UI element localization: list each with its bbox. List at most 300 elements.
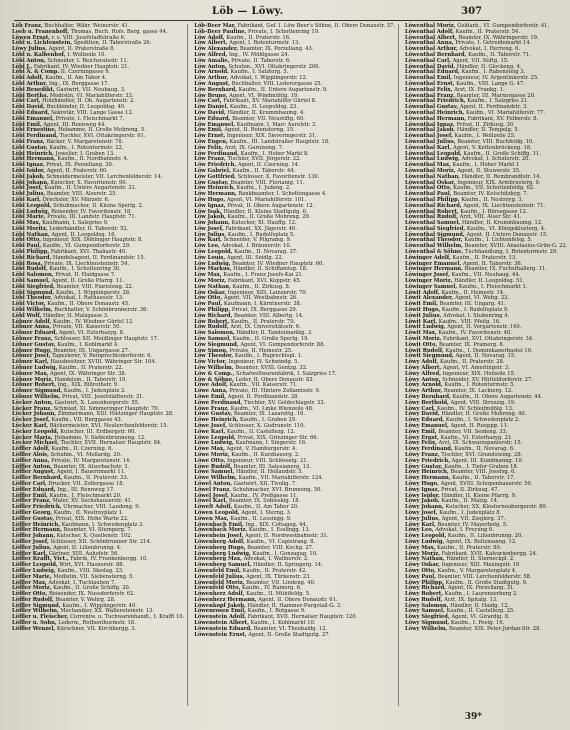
entry-details: Kaufm., I. Kohlmarkt 4.: [57, 341, 119, 348]
entry-details: Schlosser, X. Gudrunstr. 110.: [228, 422, 306, 429]
entry-name: Löffler Bernhard,: [12, 475, 63, 482]
entry-details: Kaufm., IV. Wiedner Gürtel 12.: [53, 318, 134, 325]
entry-name: Löw Jakob,: [194, 214, 226, 221]
entry-name: Löwenthal Ignaz,: [404, 121, 455, 128]
entry-name: Löwenfeld Julius,: [194, 573, 245, 580]
entry-name: Löwit Karl,: [404, 318, 438, 325]
entry-details: Privat, IX. Berggasse 29.: [231, 307, 298, 314]
entry-details: Agent, II. Czerning. 14.: [237, 162, 300, 169]
entry-name: Löw Johann,: [194, 220, 230, 227]
signature-mark: 39*: [464, 712, 482, 722]
entry-name: Löwenthal Sigmund,: [404, 231, 465, 238]
entry-details: Kaufm., VIII. Pfeilg. 16.: [438, 318, 501, 325]
entry-details: Händler, II. Krummbaumg. 4.: [227, 109, 305, 116]
entry-name: Löwe Josef,: [194, 422, 227, 429]
entry-details: Kutscher, XX. Klosterneuburgerstr. 80.: [445, 504, 548, 511]
entry-name: Löbl Wolf,: [12, 312, 42, 319]
entry-details: Händler, II. Hammer-Purgstall-G. 3.: [247, 602, 342, 609]
entry-name: Löcker Anton,: [12, 399, 53, 406]
entry-details: Private, IX. Liechtensteinstr. 54.: [44, 260, 130, 267]
entry-name: Löwenbach Emil,: [194, 521, 244, 528]
entry-name: Löw Samuel,: [194, 336, 232, 343]
entry-name: Löw & Comp.,: [194, 370, 235, 377]
entry-name: Löbner Josef,: [12, 353, 51, 360]
entry-details: II. Czerningasse 9.: [60, 69, 111, 76]
entry-name: Löffler Wilhelm,: [12, 608, 59, 615]
entry-details: Schneidermeister, VII. Lerchenfelderstr. 14.: [46, 173, 163, 180]
entry-name: Löffler Krafft, Vict.,: [12, 556, 69, 563]
entry-details: Handelsagent, II. Ferdinandstr. 15.: [52, 254, 146, 261]
entry-name: Löwenthal Philipp,: [404, 196, 460, 203]
entry-details: Juwelier, I. Graben 13.: [55, 150, 115, 157]
entry-details: Tischler, XVI. Grundsteing. 28.: [441, 451, 523, 458]
entry-details: Beamter, XIX. Peter-Jordan-Str. 28.: [449, 625, 542, 632]
entry-details: Maler, XV. Sechshauserstr. 41.: [52, 498, 133, 505]
entry-name: Löw Leo,: [194, 243, 220, 250]
entry-details: Händler, II. Tempelg. 5.: [456, 127, 520, 134]
entry-name: Löwenthal Max,: [404, 162, 451, 169]
entry-name: Löw Bruno,: [194, 92, 228, 99]
entry-details: Beamter, VII. Seideng. 33.: [438, 428, 508, 435]
entry-name: Löffler Georg,: [12, 509, 53, 516]
entry-name: Löwy Emil,: [404, 428, 437, 435]
entry-details: Fabrikant, XV. Felberstr. 8.: [467, 115, 539, 122]
entry-name: Löw Alfred,: [194, 51, 228, 58]
entry-name: Löwy Emanuel,: [404, 422, 449, 429]
entry-name: Löcker Michael,: [12, 440, 59, 447]
entry-details: Kaufm., II. Untere Augartenstr. 9.: [238, 86, 328, 93]
entry-details: Ing., III. Rennweg 17.: [57, 486, 115, 493]
entry-details: Kaufm., I. Graben 29.: [239, 417, 297, 424]
entry-name: Löwenthal Adolf,: [404, 28, 454, 35]
entry-name: Löbner Ludwig,: [12, 365, 58, 372]
entry-name: Löw Nathan,: [194, 283, 231, 290]
entry-name: Löwy Ludwig,: [404, 538, 445, 545]
entry-details: Beamter, IX. Porzellang. 43.: [239, 46, 314, 53]
entry-details: Schuhmacher, XVI. Brunneng. 50.: [232, 486, 323, 493]
entry-details: Kaufm., II. Malzg. 14.: [441, 498, 499, 505]
entry-details: Handelsm., II. Taborstr. 19.: [54, 376, 127, 383]
entry-name: Löbner Anna,: [12, 324, 52, 331]
entry-details: Kaufm., I. Judeng. 2.: [236, 185, 291, 192]
entry-details: Kaufm., VI. Königsklosterg. 4.: [466, 225, 546, 232]
entry-name: Löbl Ignaz,: [12, 162, 45, 169]
entry-details: Fabrikant, XVI. Thaliastr. 40.: [50, 249, 127, 256]
entry-details: Händler, II. Kleine Stadtgutg. 6.: [223, 208, 308, 215]
entry-name: Löwenthal Rudolf,: [404, 214, 458, 221]
entry-name: Löbner Franz,: [12, 336, 53, 343]
entry-name: Löwy Rudolf,: [404, 596, 443, 603]
entry-name: Löwy Sigmund,: [404, 620, 450, 627]
entry-details: Kaufm., I. Fleischmarkt 20.: [49, 492, 122, 499]
entry-name: Löwenthal Josef,: [404, 133, 453, 140]
entry-details: Ingenieur, XIX. Hofzeile 15.: [442, 370, 516, 377]
entry-details: Kaufm., II. Castellezg. 12.: [226, 428, 296, 435]
entry-name: Löwe Ferdinand,: [194, 399, 243, 406]
entry-details: Schlosser, X. Favoritenstr. 130.: [237, 173, 320, 180]
entry-name: Löbl Julius,: [12, 191, 46, 198]
entry-details: Kaufm., I. Hoher Markt 1.: [452, 162, 521, 169]
entry-details: Kaufm., II. Am Tabor 20.: [233, 504, 299, 511]
entry-details: Agent, II. Lilienbrunng. 4.: [53, 544, 122, 551]
entry-details: Schlosser, XII. Meidlinger Hauptstr. 17.: [54, 336, 159, 343]
entry-name: Löw Victor,: [194, 359, 227, 366]
entry-details: Kaufm., II. Obere Augartenstr. 44.: [452, 394, 543, 400]
entry-name: Löbner Sigmund,: [12, 388, 63, 395]
entry-name: Löwenthal Ludwig,: [404, 156, 460, 163]
entry-name: Löwit Adolf,: [404, 289, 440, 296]
entry-details: Beamter, VII. Lindeng. 40.: [246, 579, 316, 586]
entry-details: Wirt, XVI. Hasnerstr. 88.: [59, 562, 125, 569]
entry-name: Löwenthal Wilhelm,: [404, 243, 463, 250]
entry-details: Arzt, VIII. Alser Str. 41.: [459, 214, 522, 221]
entry-details: Bankbeamter, I. Schottengasse 4.: [238, 191, 327, 198]
entry-details: Kaufm., II. Praterstr. 13.: [452, 254, 517, 261]
entry-name: Löwel Anton,: [194, 480, 233, 487]
entry-details: Kaufm., II. Lessingg. 9.: [230, 515, 292, 522]
entry-details: Agent, VII. Zieglerg. 37.: [441, 515, 506, 522]
entry-details: Fabrikant, XVI. Koppstr. 45.: [227, 278, 302, 285]
entry-details: Drucker, VII. Zollergasse 18.: [48, 480, 125, 487]
entry-name: Löbl Sigmund,: [12, 289, 55, 296]
entry-details: Händler, II. Hollandstr. 5.: [235, 469, 304, 476]
entry-name: Löw Siegmund,: [194, 341, 239, 348]
entry-details: Ingenieur, XIII. Lainzerstr. 70.: [227, 289, 308, 296]
entry-name: Löw Otto,: [194, 295, 223, 302]
entry-details: Schafwollwarenfabrik, I. Salzgries 17.: [236, 370, 337, 377]
entry-details: Kutscher, III. Erdbergstr. 60.: [60, 428, 137, 435]
entry-name: Löffler Marie,: [12, 573, 52, 580]
entry-name: Löw Alexander,: [194, 46, 239, 53]
entry-details: Kaufm., IV. Rainerg. 6.: [242, 585, 302, 592]
entry-details: Kaufm., I. Schottenring 30.: [49, 266, 121, 273]
entry-details: Gärtner, XIII. Auhofstr. 56.: [48, 550, 120, 557]
entry-details: Kaufm., I. Rotgasse 9.: [247, 608, 306, 615]
entry-details: Private, III. Landstr. Hauptstr. 71.: [47, 214, 137, 221]
entry-details: Fabrik, IV. Frankenbergg. 10.: [70, 556, 148, 563]
entry-name: Löwenthal & Söhne,: [404, 249, 464, 256]
entry-name: Löb-Beer Mar,: [194, 23, 236, 29]
entry-details: Beamter, IX. Fuchsthallerg. 11.: [464, 266, 547, 273]
entry-name: Löwy Nathan,: [404, 556, 445, 563]
entry-name: Löw Heinrich,: [194, 185, 235, 192]
entry-name: Löwenfeld Emil,: [194, 567, 241, 574]
entry-name: Löffler Franz,: [12, 498, 51, 505]
entry-name: Löwenthal Franz,: [404, 92, 456, 99]
entry-name: Löw Oskar,: [194, 289, 227, 296]
entry-name: Löwinger Samuel,: [404, 283, 458, 290]
entry-name: Löw Louis,: [194, 254, 226, 261]
entry-details: Kaufm., VI. Esterhazyg. 21.: [440, 434, 513, 441]
entry-name: Löwenthal Julius,: [404, 138, 456, 145]
entry-name: Löwe Heinrich,: [194, 417, 239, 424]
entry-name: Löbl Isidor,: [12, 167, 46, 174]
entry-name: Löw & Söhne,: [194, 376, 234, 383]
entry-details: Kaufm., II. Nordbahnstr. 4.: [57, 156, 129, 163]
entry-name: Löffler Anton,: [12, 463, 52, 470]
entry-details: Private, III. Hintere Zollamtsstr. 9.: [229, 388, 321, 395]
entry-details: Händler, II. Schiffamtsg. 18.: [233, 266, 308, 273]
entry-details: Beamter, VIII. Florianig. 11.: [230, 179, 305, 186]
entry-details: Sekretär, VIII. Lange Gasse 12.: [51, 109, 134, 116]
entry-name: Löw Gustav,: [194, 179, 229, 186]
entry-name: Löffler u. Fleischer,: [12, 614, 69, 621]
entry-details: Kaufm., I. Salzgries 21.: [467, 98, 529, 105]
entry-details: Agent, IX. Boltzmanng. 12.: [445, 538, 517, 545]
entry-details: Kaufm., II. Nestroyplatz 1.: [53, 509, 124, 516]
entry-details: Händler, II. Glockeng. 4.: [456, 63, 522, 70]
entry-details: Ing., IX. Berggasse 17.: [49, 80, 110, 87]
entry-name: Löwenthal Moriz,: [404, 23, 456, 29]
entry-details: Kaufm., I. Laurenzerberg 2.: [444, 591, 518, 598]
entry-name: Löbl Leopold,: [12, 202, 52, 209]
entry-details: Tischler, XVII. Jörgerstr. 22.: [227, 156, 302, 163]
page-number: 307: [461, 6, 482, 17]
entry-name: Löwe Rudolf,: [194, 463, 232, 470]
entry-details: Fabrikant, XVI. Ottakringerstr. 34.: [443, 336, 534, 343]
entry-details: Kaufm., I. Ruprechtspl. 1.: [234, 353, 303, 360]
entry-details: Advokat, I. Wallnerstr. 2.: [243, 556, 309, 563]
entry-details: Kaufm., II. Mühlfeldg. 5.: [246, 591, 311, 598]
entry-details: Kaufm., VII. Schottenfeldg. 62.: [453, 185, 535, 192]
entry-details: Agent, VII. Stiftg. 15.: [452, 57, 509, 64]
entry-name: Löwenkopf Jakob,: [194, 602, 246, 609]
entry-name: Löwenthal Gustav,: [404, 104, 459, 111]
entry-details: Holzhändler, II. Ob. Augartenstr. 2.: [42, 98, 135, 105]
entry-details: Tischler, XVII. Hernalser Hauptstr. 84.: [60, 440, 162, 447]
entry-name: Löcker Johann,: [12, 411, 57, 418]
entry-details: Modistin, VI. Mariahilferstr. 33.: [49, 92, 134, 99]
entry-name: Löw Adolf,: [194, 34, 225, 41]
entry-details: Advokat, I. Stubenring 4.: [443, 312, 510, 319]
entry-name: Löwe Moriz,: [194, 451, 230, 458]
entry-name: Löwy Isidor,: [404, 492, 440, 499]
entry-details: Private, I. Getreidemarkt 14.: [455, 40, 532, 47]
entry-details: Kaufm., IV. Favoritenstr. 40.: [438, 330, 512, 337]
entry-details: Kutscher, XI. Hauffg. 12.: [231, 220, 297, 227]
entry-details: Ing., XIX. Billrothstr. 9.: [57, 382, 119, 389]
entry-details: Beamter, VIII. Buchfeldg. 10.: [457, 138, 534, 145]
entry-details: Kaufmann, I. Schwedenplatz 3.: [61, 521, 144, 528]
entry-details: Kaufmann, I. Kärntnerstr. 38.: [223, 301, 302, 308]
entry-name: Löbl Hermann,: [12, 156, 56, 163]
running-head-title: Löb — Löwy.: [212, 6, 284, 17]
entry-name: Löwe Leopold,: [194, 434, 236, 441]
entry-name: Löwit Max,: [404, 330, 437, 337]
entry-name: Löwit Rudolf,: [404, 347, 444, 354]
entry-name: Löwit Ludwig,: [404, 324, 446, 331]
entry-name: Löwy Heinrich,: [404, 469, 449, 476]
entry-details: Ingenieur, XIX. Sieveringerstr. 31.: [226, 133, 317, 140]
entry-name: Löwenstein Adolf,: [194, 614, 247, 621]
entry-name: Löwe Gustav,: [194, 411, 233, 418]
entry-details: Kaufm., II. Große Stadtgutg. 9.: [445, 579, 528, 586]
entry-details: Kaufm., I. Börsegasse 12.: [460, 208, 528, 215]
entry-details: Beamter, IX. Alserbachstr. 3.: [53, 463, 130, 470]
entry-name: Löffler Ludwig,: [12, 567, 56, 574]
entry-name: Löwy Karl,: [404, 521, 436, 528]
entry-details: Kaufm., VII. Mariahilferstr. 124.: [238, 475, 324, 482]
entry-name: Löwy Oskar,: [404, 562, 440, 569]
entry-name: Löw Bernhard,: [194, 86, 238, 93]
entry-details: Hausbesitzer, XVIII. Währinger Str. 104.: [50, 359, 157, 366]
entry-name: Löwenthal Bernhard,: [404, 51, 467, 58]
entry-details: Mechaniker, XX. Wallensteinstr. 13.: [60, 608, 154, 615]
entry-name: Löw Franz,: [194, 156, 226, 163]
entry-details: Kaufm., II. Praterstr. 22.: [58, 365, 124, 372]
entry-details: Beamter, VIII. Albertg. 14.: [233, 312, 304, 319]
entry-name: Löwy Berthold,: [404, 399, 449, 406]
entry-name: Löwenberg Ludwig,: [194, 550, 251, 557]
directory-columns: [12, 23, 568, 706]
entry-name: Löw Hugo,: [194, 196, 226, 203]
entry-name: Löffler Friedrich,: [12, 504, 62, 511]
entry-name: Löw Robert,: [194, 318, 230, 325]
entry-details: Beamter, VII. Neustiftg. 60.: [232, 115, 305, 122]
entry-details: Kaufm., I. Dominikanerbastei 10.: [445, 347, 533, 354]
entry-details: Kutscher, X. Quellenstr. 102.: [56, 533, 133, 540]
entry-name: Löwy Johann,: [404, 504, 444, 511]
entry-details: Kaufm., I. Fleischmarkt 1.: [458, 283, 528, 290]
directory-entry: [194, 633, 395, 639]
entry-name: Löw Friedrich,: [194, 162, 237, 169]
entry-name: Löwel Franz,: [194, 486, 232, 493]
entry-details: Agent, II. Untere Donaustr. 15.: [466, 231, 548, 238]
entry-details: Kaufm., I. Franz Josefs-Kai 21.: [223, 272, 304, 279]
entry-name: Löbl Salomon,: [12, 272, 54, 279]
entry-name: Löw Markus,: [194, 266, 232, 273]
entry-details: Beamter, III. Ungarg. 41.: [439, 301, 506, 308]
entry-name: Löwe Anna,: [194, 388, 228, 395]
entry-name: Löwenthal Anna,: [404, 40, 454, 47]
entry-details: Ing., XIX. Cottageg. 44.: [245, 521, 308, 528]
entry-details: Agent, III. Kundmanng. 10.: [451, 457, 524, 464]
entry-details: Uhrmacher, VIII. Laudong. 9.: [63, 504, 141, 511]
entry-name: Löw Albert,: [194, 40, 228, 47]
entry-name: Löw Richard,: [194, 312, 233, 319]
entry-details: Beamter, IV. Mayerhofg. 5.: [437, 521, 508, 528]
entry-details: Hebamme, V. Siebenbrunneng. 12.: [54, 434, 146, 441]
entry-name: Löwe Samuel,: [194, 469, 235, 476]
entry-name: Löwit Emil,: [404, 301, 438, 308]
entry-details: Agent, II. Rotensterng. 15.: [224, 127, 295, 134]
entry-name: Löwy Hugo,: [404, 480, 439, 487]
entry-details: Agent, II. Große Pfarrg. 11.: [51, 278, 125, 285]
entry-name: Löwen Max,: [194, 515, 229, 522]
entry-details: Kaufm., VII. Kaiserstr. 71.: [229, 382, 298, 389]
entry-details: Agent, II. Ferdinandstr. 28.: [227, 394, 300, 400]
entry-details: Buchhalter, VIII. Lederergasse 25.: [231, 80, 323, 87]
entry-name: Löwy Robert,: [404, 591, 443, 598]
entry-details: Kaufm., VI. Mariahilferstr. 77.: [465, 109, 546, 116]
entry-details: Gastwirt, VII. Neubaug. 3.: [56, 86, 126, 93]
entry-name: Löwenthal Albert,: [404, 34, 457, 41]
entry-name: Löwy Jakob,: [404, 498, 440, 505]
entry-details: Arzt, IX. Schwarzspanierstr. 15.: [438, 440, 523, 447]
entry-details: Händler, II. Tandelmarktg. 3.: [236, 330, 313, 337]
entry-name: Löbl Philipp,: [12, 249, 50, 256]
entry-name: Löwenstein Ernst,: [194, 631, 247, 638]
entry-details: Agent, II. Rueppg. 11.: [450, 422, 509, 429]
entry-details: Agent, II. Novarag. 15.: [455, 353, 516, 360]
entry-details: Buchhalter, V. Schönbrunnerstr. 36.: [54, 307, 149, 314]
entry-name: Löw Julius,: [194, 231, 227, 238]
entry-name: Löbner Hugo,: [12, 347, 52, 354]
entry-details: Advokat, I. Tuchlauben 7.: [48, 579, 116, 586]
entry-name: Löw Felix,: [194, 144, 224, 151]
entry-details: Kaufm., V. Margaretenplatz 4.: [437, 567, 517, 574]
entry-details: Private, VII. Kaiserstr. 50.: [52, 324, 122, 331]
entry-name: Löbl Nathan,: [12, 231, 50, 238]
entry-name: Löw Ludwig,: [194, 260, 231, 267]
entry-name: Löwy Salomon,: [404, 602, 449, 609]
entry-name: Löbl Karl,: [12, 196, 41, 203]
entry-details: Kaufm., II. Taborstr. 44.: [232, 167, 296, 174]
entry-name: Löbl Franz,: [12, 138, 45, 145]
entry-name: Löw Gottfried,: [194, 173, 236, 180]
entry-details: Currentw. u. Tuchwarenhandl., I. Krafft 10.: [70, 614, 185, 621]
entry-name: Löwy Gustav,: [404, 463, 443, 470]
entry-details: Private, II. Taborstr. 6.: [231, 57, 291, 64]
entry-name: Löbl Heinrich,: [12, 150, 54, 157]
entry-details: Buchbinder, II. Leopoldsg. 40.: [46, 104, 126, 111]
entry-details: Händler, II. Rembrandtstr. 14.: [461, 173, 542, 180]
entry-details: Privat, VIII. Josefstädterstr. 31.: [62, 394, 145, 400]
entry-name: Löwy Philipp,: [404, 579, 444, 586]
entry-name: Löwenberg Adolf,: [194, 538, 245, 545]
entry-details: Agent, VI. Esterhazyg. 8.: [58, 330, 125, 337]
entry-name: Löw Ignaz,: [194, 202, 226, 209]
entry-details: Kaufm., II. Leopoldsg. 23.: [229, 104, 299, 111]
entry-name: Löwe Franz,: [194, 405, 230, 412]
entry-name: Löwenthal Carl,: [404, 57, 451, 64]
entry-name: Löffler Anna,: [12, 457, 50, 464]
entry-name: Löwy Franz,: [404, 451, 440, 458]
entry-details: Arzt, IX. Spitalg. 13.: [444, 596, 498, 603]
entry-name: Löwenthal David,: [404, 63, 456, 70]
entry-name: Löwit Alexander,: [404, 295, 454, 302]
entry-details: Händler, II. Kleine Pfarrg. 9.: [441, 492, 517, 499]
entry-details: Kaufm., VII. Burggasse 43.: [51, 417, 123, 424]
entry-details: Schmied, XI. Simmeringer Hauptstr. 70.: [53, 405, 160, 412]
entry-name: Löbl Otto,: [12, 237, 42, 244]
entry-details: Kaufm., I. Rotenturmstr. 5.: [444, 382, 516, 389]
entry-details: r. s. VIII. Josefstadtstraße 6.: [51, 34, 126, 41]
entry-details: Agent, II. Nordwestbahnstr. 31.: [245, 533, 329, 540]
entry-details: Kaufmann, I. Singerstr. 16.: [235, 440, 307, 447]
entry-details: Kaufm., II. Nestroyg. 3.: [461, 196, 524, 203]
entry-details: Kaufm., VI. Capistrang. 8.: [246, 538, 316, 545]
entry-details: Agent, VI. Webg. 23.: [454, 295, 510, 302]
entry-details: Agent, IX. Türkenstr. 23.: [246, 573, 312, 580]
entry-details: Agent, VII. Westbahnstr. 26.: [223, 295, 298, 302]
entry-details: Tuchhandlung, I. Rotenturmstr. 29.: [464, 249, 558, 256]
entry-details: Advokat, I. Bräunerstr. 10.: [221, 243, 292, 250]
entry-name: Löwenthal Theodor,: [404, 237, 463, 244]
entry-details: Beamter, IX. Sobieskig. 18.: [228, 498, 301, 505]
entry-details: Drechsler, XV. Märzstr. 6.: [42, 196, 110, 203]
entry-details: Advokat, I. Schulerstr. 20.: [461, 156, 531, 163]
entry-name: Löwy Anton,: [404, 376, 441, 383]
entry-name: Löffler Otto,: [12, 591, 48, 598]
entry-details: Beamter, VIII. Lerchenfelderstr. 58.: [437, 573, 532, 580]
entry-details: Kaufm., II. Zirkusg. 8.: [232, 283, 291, 290]
entry-details: Schlosser, XII. Schönbrunner Str. 214.: [50, 538, 152, 545]
entry-name: Löwenthal Friedrich,: [404, 98, 466, 105]
entry-details: I. Wollzeile 10.: [67, 51, 107, 58]
entry-details: Arzt, IX. Universitätsstr. 6.: [230, 324, 301, 331]
entry-details: Kaufmann, I. Salzgries 9.: [42, 220, 109, 227]
